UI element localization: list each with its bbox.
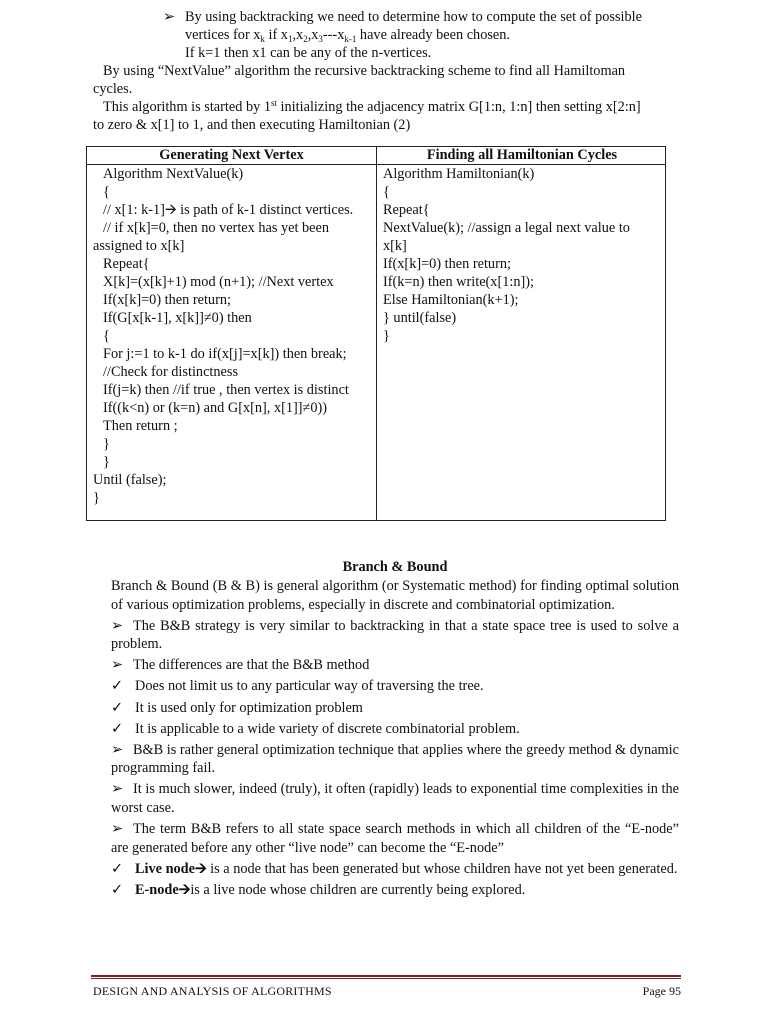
- checkmark-icon: ✓: [111, 860, 123, 877]
- arrow-bullet-icon: ➢: [111, 657, 123, 674]
- table-header-generating-next-vertex: Generating Next Vertex: [159, 147, 304, 163]
- bb-arrow-bullet: ➢ B&B is rather general optimization technique that applies where the greedy method & dynamic programming fail.: [111, 741, 679, 777]
- arrow-bullet-icon: ➢: [111, 821, 123, 838]
- code-line: X[k]=(x[k]+1) mod (n+1); //Next vertex: [103, 274, 334, 290]
- page-number: Page 95: [642, 984, 681, 998]
- code-line: {: [103, 184, 110, 200]
- code-line: If(G[x[k-1], x[k]]≠0) then: [103, 310, 252, 326]
- code-line: {: [103, 328, 110, 344]
- code-line: }: [93, 490, 100, 506]
- code-line: x[k]: [383, 238, 407, 254]
- intro-section: [93, 8, 673, 134]
- code-line: }: [103, 436, 110, 452]
- bb-check-item: ✓ Does not limit us to any particular way of traversing the tree.: [111, 678, 484, 695]
- arrow-bullet-icon: ➢: [111, 617, 123, 634]
- bb-arrow-bullet: ➢ The term B&B refers to all state space search methods in which all children of the “E-node” are generated before any other “live node” can become the “E-node”: [111, 821, 679, 856]
- intro-para-start: This algorithm is started by 1st initializing the adjacency matrix G[1:n, 1:n] then setting x[2:n]: [103, 98, 641, 115]
- code-line: If(x[k]=0) then return;: [103, 292, 231, 308]
- code-line: {: [383, 184, 390, 200]
- bb-check-item: ✓ It is applicable to a wide variety of discrete combinatorial problem.: [111, 720, 520, 737]
- branch-and-bound-section: [111, 558, 679, 902]
- intro-bullet-1: ➢ By using backtracking we need to determine how to compute the set of possible: [163, 9, 642, 25]
- code-line: If(x[k]=0) then return;: [383, 256, 511, 272]
- code-line: If(j=k) then //if true , then vertex is distinct: [103, 382, 349, 398]
- checkmark-icon: ✓: [111, 699, 123, 716]
- code-line: Repeat{: [383, 202, 430, 218]
- arrow-bullet-icon: ➢: [111, 741, 123, 758]
- bb-arrow-bullet: ➢ The differences are that the B&B method: [111, 657, 370, 674]
- checkmark-icon: ✓: [111, 678, 123, 695]
- code-line: Algorithm Hamiltonian(k): [383, 166, 535, 182]
- code-line: } until(false): [383, 310, 457, 326]
- checkmark-icon: ✓: [111, 720, 123, 737]
- code-line: // x[1: k-1]🡪 is path of k-1 distinct vertices.: [103, 202, 354, 218]
- code-line: Algorithm NextValue(k): [103, 166, 244, 182]
- intro-para-nextvalue-end: cycles.: [93, 81, 133, 97]
- section-title: Branch & Bound: [342, 559, 448, 575]
- bb-arrow-bullet: ➢ The B&B strategy is very similar to backtracking in that a state space tree is used to solve a problem.: [111, 617, 679, 653]
- code-line: If((k<n) or (k=n) and G[x[n], x[1]]≠0)): [103, 400, 328, 416]
- code-line: assigned to x[k]: [93, 238, 185, 254]
- bb-arrow-bullet: ➢ It is much slower, indeed (truly), it often (rapidly) leads to exponential time complexities in the worst case.: [111, 781, 679, 817]
- code-line: If(k=n) then write(x[1:n]);: [383, 274, 534, 290]
- footer-rule-thin: [91, 978, 681, 979]
- table-header-finding-hamiltonian-cycles: Finding all Hamiltonian Cycles: [426, 147, 618, 163]
- code-line: // if x[k]=0, then no vertex has yet been: [103, 220, 330, 236]
- arrow-bullet-icon: ➢: [163, 9, 175, 25]
- checkmark-icon: ✓: [111, 881, 123, 898]
- bb-check-item: ✓ It is used only for optimization problem: [111, 699, 363, 716]
- code-line: Else Hamiltonian(k+1);: [383, 292, 519, 308]
- arrow-bullet-icon: ➢: [111, 781, 123, 798]
- code-line: Until (false);: [93, 472, 167, 488]
- footer-rule: [91, 975, 681, 977]
- intro-bullet-1-continued: vertices for $x_k$ if $x_1,x_2,x_3---x_{k-1}$ have already been chosen.: [185, 27, 510, 44]
- hamiltonian-code-column: [383, 165, 663, 345]
- e-node-term: E-node🡪: [135, 881, 191, 898]
- live-node-term: Live node🡪: [135, 860, 207, 877]
- code-line: For j:=1 to k-1 do if(x[j]=x[k]) then break;: [103, 346, 347, 362]
- table-column-divider: [376, 147, 377, 520]
- intro-para-start-end: to zero & x[1] to 1, and then executing Hamiltonian (2): [93, 117, 411, 133]
- code-line: NextValue(k); //assign a legal next value to: [383, 220, 630, 236]
- intro-para-nextvalue: By using “NextValue” algorithm the recursive backtracking scheme to find all Hamiltoman: [103, 63, 626, 79]
- bb-definition: Branch & Bound (B & B) is general algorithm (or Systematic method) for finding optimal solution of various optimization problems, especially in discrete and combinatorial optimization.: [111, 578, 679, 613]
- code-line: }: [103, 454, 110, 470]
- footer-title: DESIGN AND ANALYSIS OF ALGORITHMS: [93, 984, 332, 998]
- intro-bullet-1-k1: If k=1 then x1 can be any of the n-vertices.: [185, 45, 432, 61]
- bb-e-node-definition: ✓ E-node🡪is a live node whose children are currently being explored.: [111, 881, 526, 898]
- bb-live-node-definition: ✓ Live node🡪 is a node that has been generated but whose children have not yet been generated.: [111, 860, 678, 877]
- algorithm-table: [86, 146, 666, 521]
- code-line: Then return ;: [103, 418, 178, 434]
- nextvalue-code-column: [93, 165, 373, 507]
- code-line: Repeat{: [103, 256, 150, 272]
- code-line: //Check for distinctness: [103, 364, 239, 380]
- code-line: }: [383, 328, 390, 344]
